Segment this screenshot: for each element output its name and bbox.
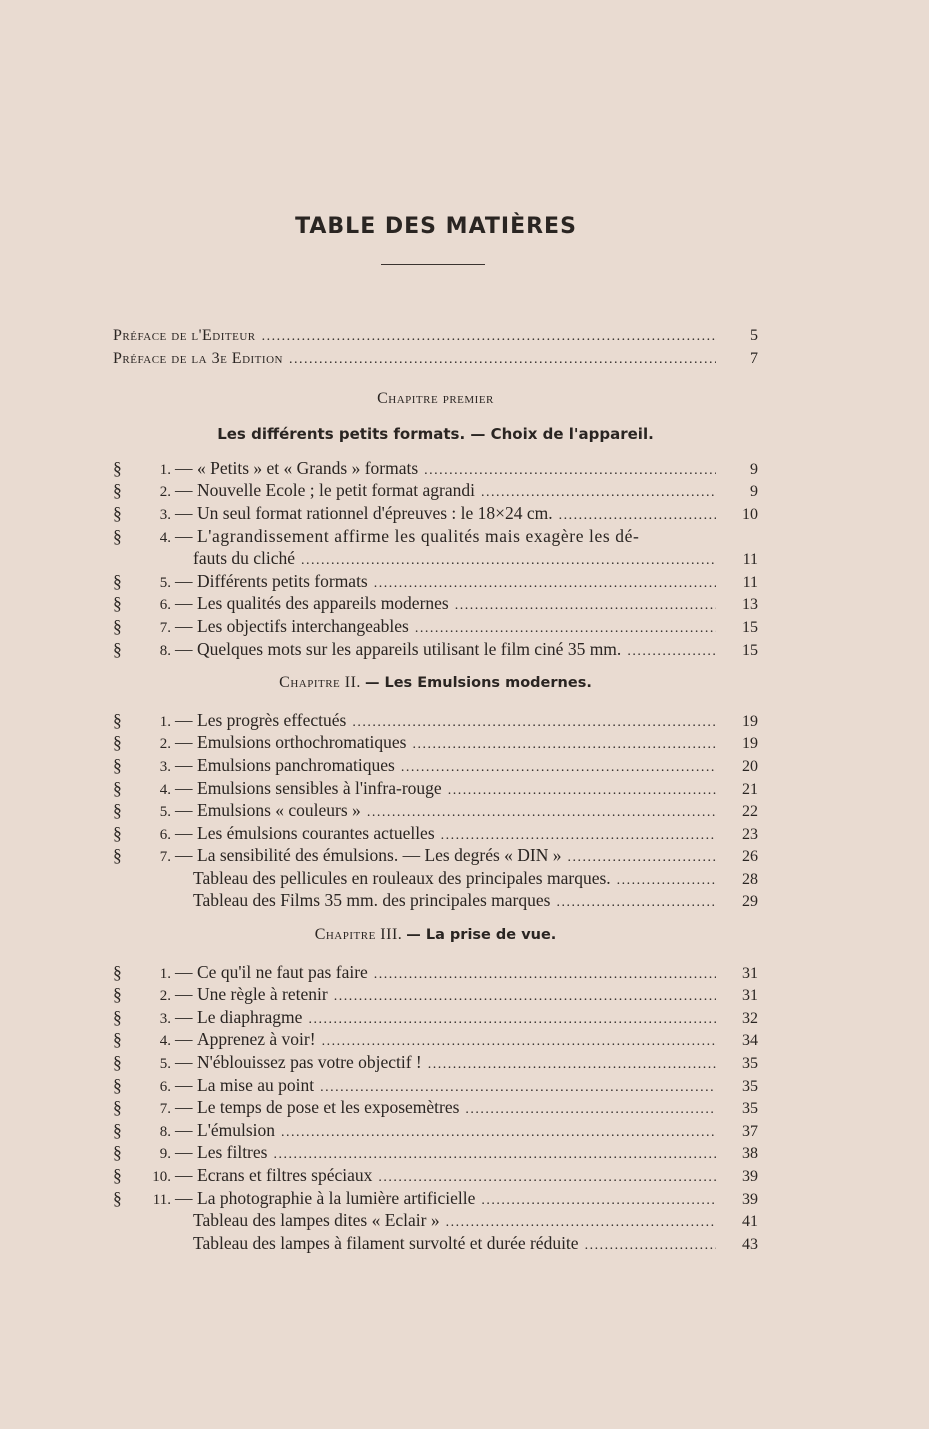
- page-number: 37: [742, 1122, 758, 1140]
- em-dash: —: [175, 754, 193, 775]
- section-number: 3.: [159, 758, 171, 775]
- entry-title: L'agrandissement affirme les qualités mais exagère les dé-: [197, 525, 640, 546]
- page-number: 20: [742, 757, 758, 775]
- entry-title: Tableau des Films 35 mm. des principales marques: [193, 890, 551, 911]
- entry-title: La sensibilité des émulsions. — Les degrés « DIN »: [197, 845, 562, 866]
- page-number: 22: [742, 803, 758, 821]
- toc-entry[interactable]: [113, 525, 758, 548]
- section-number: 8.: [159, 642, 171, 659]
- chapter-heading: [113, 388, 758, 411]
- preface-title: Préface de l'Editeur: [113, 327, 256, 344]
- section-mark: §: [113, 480, 122, 501]
- page-title: TABLE DES MATIÈRES: [295, 214, 577, 239]
- toc-entry[interactable]: [113, 479, 758, 502]
- toc-entry[interactable]: [113, 1209, 758, 1232]
- page-number: 19: [742, 735, 758, 753]
- dot-leader: [401, 757, 716, 780]
- dot-leader: [627, 641, 716, 664]
- section-number: 3.: [159, 1010, 171, 1027]
- entry-title: Tableau des pellicules en rouleaux des principales marques.: [193, 867, 611, 888]
- section-mark: §: [113, 1029, 122, 1050]
- em-dash: —: [175, 1097, 193, 1118]
- toc-entry[interactable]: [113, 983, 758, 1006]
- section-mark: §: [113, 709, 122, 730]
- section-number: 9.: [159, 1146, 171, 1163]
- toc-entry[interactable]: [113, 1028, 758, 1051]
- dot-leader: [308, 1009, 716, 1032]
- toc-entry[interactable]: [113, 867, 758, 890]
- section-number: 5.: [159, 574, 171, 591]
- title-divider: [381, 264, 485, 265]
- toc-entry[interactable]: [113, 570, 758, 593]
- em-dash: —: [175, 1074, 193, 1095]
- page-number: 34: [742, 1032, 758, 1050]
- em-dash: —: [175, 1119, 193, 1140]
- section-number: 7.: [159, 1101, 171, 1118]
- dot-leader: [289, 349, 716, 372]
- dot-leader: [617, 870, 716, 893]
- chapter-subtitle: Les différents petits formats. — Choix de l'appareil.: [217, 424, 654, 443]
- entry-title: Emulsions panchromatiques: [197, 754, 395, 775]
- section-number: 7.: [159, 849, 171, 866]
- section-number: 6.: [159, 826, 171, 843]
- page-number: 35: [742, 1077, 758, 1095]
- page-number: 35: [742, 1055, 758, 1073]
- page-number: 13: [742, 596, 758, 614]
- section-mark: §: [113, 1074, 122, 1095]
- section-mark: §: [113, 1119, 122, 1140]
- dot-leader: [413, 734, 717, 757]
- section-mark: §: [113, 457, 122, 478]
- section-mark: §: [113, 777, 122, 798]
- toc-entry[interactable]: [113, 1006, 758, 1029]
- section-number: 5.: [159, 1056, 171, 1073]
- entry-title: Emulsions « couleurs »: [197, 800, 361, 821]
- em-dash: —: [175, 800, 193, 821]
- entry-title: Les objectifs interchangeables: [197, 615, 409, 636]
- em-dash: —: [175, 1029, 193, 1050]
- toc-entry[interactable]: [113, 1187, 758, 1210]
- entry-title-continued: fauts du cliché: [193, 548, 296, 569]
- dot-leader: [448, 780, 716, 803]
- section-mark: §: [113, 1187, 122, 1208]
- section-mark: §: [113, 1006, 122, 1027]
- entry-title: Différents petits formats: [197, 570, 368, 591]
- dot-leader: [374, 964, 716, 987]
- table-of-contents: [113, 325, 758, 1254]
- section-number: 1.: [159, 965, 171, 982]
- em-dash: —: [175, 777, 193, 798]
- section-number: 3.: [159, 506, 171, 523]
- em-dash: —: [175, 525, 193, 546]
- toc-entry[interactable]: [113, 961, 758, 984]
- em-dash: —: [175, 1142, 193, 1163]
- em-dash: —: [175, 822, 193, 843]
- entry-title: Nouvelle Ecole ; le petit format agrandi: [197, 480, 475, 501]
- em-dash: —: [175, 984, 193, 1005]
- page-number: 41: [742, 1213, 758, 1231]
- dot-leader: [556, 892, 716, 915]
- entry-title: Les qualités des appareils modernes: [197, 593, 449, 614]
- section-number: 8.: [159, 1123, 171, 1140]
- section-mark: §: [113, 570, 122, 591]
- entry-title: La photographie à la lumière artificielle: [197, 1187, 476, 1208]
- toc-entry[interactable]: [113, 1119, 758, 1142]
- em-dash: —: [175, 480, 193, 501]
- dot-leader: [455, 595, 716, 618]
- section-number: 1.: [159, 713, 171, 730]
- page-number: 39: [742, 1190, 758, 1208]
- section-number: 2.: [159, 736, 171, 753]
- section-number: 5.: [159, 804, 171, 821]
- entry-title: Une règle à retenir: [197, 984, 328, 1005]
- page-number: 9: [750, 460, 758, 478]
- em-dash: —: [175, 1052, 193, 1073]
- section-mark: §: [113, 800, 122, 821]
- page-number: 31: [742, 987, 758, 1005]
- toc-entry[interactable]: [113, 889, 758, 912]
- section-number: 7.: [159, 619, 171, 636]
- section-mark: §: [113, 984, 122, 1005]
- section-number: 4.: [159, 781, 171, 798]
- page-number: 29: [742, 893, 758, 911]
- page-number: 26: [742, 848, 758, 866]
- entry-title: Les progrès effectués: [197, 709, 347, 730]
- page-number: 23: [742, 825, 758, 843]
- em-dash: —: [175, 1165, 193, 1185]
- section-mark: §: [113, 1052, 122, 1073]
- section-number: 6.: [159, 597, 171, 614]
- page-number: 7: [750, 349, 758, 367]
- entry-title: Tableau des lampes à filament survolté et durée réduite: [193, 1232, 579, 1253]
- entry-title: Quelques mots sur les appareils utilisant le film ciné 35 mm.: [197, 638, 622, 659]
- entry-title: Le diaphragme: [197, 1006, 303, 1027]
- toc-entry[interactable]: [113, 822, 758, 845]
- toc-entry[interactable]: [113, 754, 758, 777]
- chapter-label: Chapitre premier: [377, 390, 494, 408]
- preface-title: Préface de la 3e Edition: [113, 349, 283, 367]
- entry-title: Le temps de pose et les exposemètres: [197, 1097, 460, 1118]
- section-number: 2.: [159, 484, 171, 501]
- dot-leader: [428, 1054, 716, 1077]
- chapter-title: — La prise de vue.: [406, 927, 557, 944]
- dot-leader: [262, 326, 716, 349]
- toc-entry[interactable]: [113, 1074, 758, 1097]
- page-number: 35: [742, 1100, 758, 1118]
- section-number: 10.: [152, 1169, 171, 1185]
- chapter-label: Chapitre II.: [279, 674, 361, 692]
- dot-leader: [481, 1190, 716, 1213]
- page-number: 11: [742, 573, 758, 591]
- em-dash: —: [175, 502, 193, 523]
- page-number: 39: [742, 1168, 758, 1185]
- dot-leader: [465, 1099, 716, 1122]
- section-mark: §: [113, 1165, 122, 1185]
- toc-entry[interactable]: [113, 1051, 758, 1074]
- page-number: 32: [742, 1009, 758, 1027]
- section-mark: §: [113, 593, 122, 614]
- em-dash: —: [175, 593, 193, 614]
- em-dash: —: [175, 709, 193, 730]
- em-dash: —: [175, 732, 193, 753]
- em-dash: —: [175, 1187, 193, 1208]
- page-number: 19: [742, 712, 758, 730]
- entry-title: Ce qu'il ne faut pas faire: [197, 961, 368, 982]
- chapter-heading: [113, 924, 758, 947]
- entry-title: « Petits » et « Grands » formats: [197, 457, 419, 478]
- entry-title: Les émulsions courantes actuelles: [197, 822, 435, 843]
- em-dash: —: [175, 570, 193, 591]
- page-number: 9: [750, 483, 758, 501]
- page-number: 21: [742, 780, 758, 798]
- toc-entry[interactable]: [113, 615, 758, 638]
- page-number: 43: [742, 1235, 758, 1253]
- entry-title: L'émulsion: [197, 1119, 276, 1140]
- toc-entry[interactable]: [113, 844, 758, 867]
- entry-title: Emulsions sensibles à l'infra-rouge: [197, 777, 442, 798]
- page-number: 31: [742, 964, 758, 982]
- toc-entry[interactable]: [113, 1096, 758, 1119]
- entry-title: Les filtres: [197, 1142, 268, 1163]
- toc-entry[interactable]: [113, 348, 758, 371]
- page-number: 38: [742, 1145, 758, 1163]
- chapter-title: — Les Emulsions modernes.: [364, 675, 592, 692]
- dot-leader: [334, 986, 716, 1009]
- entry-title: Apprenez à voir!: [197, 1029, 316, 1050]
- section-number: 4.: [159, 529, 171, 546]
- page-number: 10: [742, 505, 758, 523]
- page-number: 15: [742, 618, 758, 636]
- section-mark: §: [113, 1097, 122, 1118]
- toc-entry[interactable]: [113, 731, 758, 754]
- section-mark: §: [113, 638, 122, 659]
- section-mark: §: [113, 1142, 122, 1163]
- toc-entry[interactable]: [113, 777, 758, 800]
- toc-entry[interactable]: [113, 457, 758, 480]
- section-number: 4.: [159, 1033, 171, 1050]
- section-mark: §: [113, 845, 122, 866]
- toc-entry[interactable]: [113, 592, 758, 615]
- section-mark: §: [113, 732, 122, 753]
- chapter-heading: [113, 672, 758, 695]
- page-number: 15: [742, 641, 758, 659]
- section-mark: §: [113, 822, 122, 843]
- section-number: 6.: [159, 1078, 171, 1095]
- toc-entry[interactable]: [113, 1141, 758, 1164]
- entry-title: Emulsions orthochromatiques: [197, 732, 407, 753]
- entry-title: Un seul format rationnel d'épreuves : le 18×24 cm.: [197, 502, 553, 523]
- toc-entry[interactable]: [113, 325, 758, 348]
- section-mark: §: [113, 754, 122, 775]
- dot-leader: [281, 1122, 716, 1145]
- em-dash: —: [175, 615, 193, 636]
- em-dash: —: [175, 638, 193, 659]
- entry-title: Tableau des lampes dites « Eclair »: [193, 1210, 440, 1231]
- toc-entry[interactable]: [113, 638, 758, 661]
- toc-entry[interactable]: [113, 799, 758, 822]
- section-number: 2.: [159, 988, 171, 1005]
- page-number: 11: [742, 551, 758, 569]
- section-mark: §: [113, 525, 122, 546]
- toc-entry[interactable]: [113, 502, 758, 525]
- section-number: 11.: [152, 1191, 171, 1208]
- toc-entry[interactable]: [113, 1232, 758, 1255]
- section-mark: §: [113, 502, 122, 523]
- dot-leader: [585, 1235, 716, 1258]
- em-dash: —: [175, 845, 193, 866]
- section-mark: §: [113, 615, 122, 636]
- em-dash: —: [175, 1006, 193, 1027]
- em-dash: —: [175, 457, 193, 478]
- page-number: 28: [742, 870, 758, 888]
- chapter-label: Chapitre III.: [314, 926, 403, 944]
- entry-title: Ecrans et filtres spéciaux: [197, 1165, 373, 1185]
- section-number: 1.: [159, 461, 171, 478]
- toc-entry[interactable]: [113, 709, 758, 732]
- toc-entry[interactable]: [113, 547, 758, 570]
- section-mark: §: [113, 961, 122, 982]
- entry-title: N'éblouissez pas votre objectif !: [197, 1052, 422, 1073]
- page-number: 5: [750, 327, 758, 344]
- em-dash: —: [175, 961, 193, 982]
- entry-title: La mise au point: [197, 1074, 315, 1095]
- dot-leader: [352, 712, 716, 735]
- toc-entry[interactable]: [113, 1164, 758, 1187]
